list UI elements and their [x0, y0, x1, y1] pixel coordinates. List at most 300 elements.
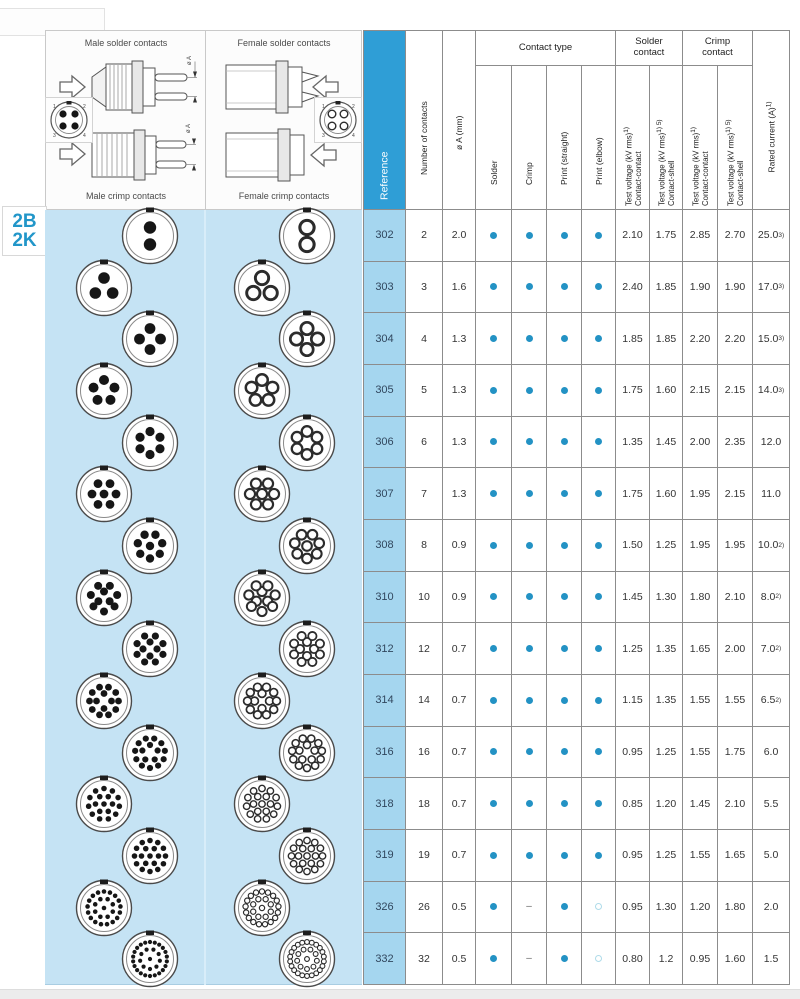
- type-dot-icon: [490, 955, 497, 962]
- connector-face-female-304: [278, 310, 336, 368]
- voltage-cell: 2.85: [683, 210, 718, 262]
- contact-type-cell: [582, 210, 616, 262]
- type-dot-icon: [490, 335, 497, 342]
- type-dot-icon: [561, 283, 568, 290]
- contact-type-cell: [582, 365, 616, 417]
- voltage-cell: 1.25: [616, 623, 650, 675]
- voltage-cell: 2.15: [718, 468, 753, 520]
- rated-current-cell: 6.5 2): [753, 675, 790, 727]
- voltage-cell: 1.85: [650, 313, 683, 365]
- contact-type-cell: [547, 882, 582, 934]
- group-header-crimp-contact: Crimp contact: [683, 30, 753, 66]
- rated-current-cell: 11.0: [753, 468, 790, 520]
- type-dot-icon: [490, 490, 497, 497]
- column-header-rated-current: Rated current $(A)^{1)}$: [753, 30, 790, 210]
- contacts-cell: 10: [406, 572, 443, 624]
- voltage-cell: 2.20: [683, 313, 718, 365]
- diagram-divider: [205, 31, 206, 211]
- connector-face-female-308: [278, 517, 336, 575]
- type-dot-icon: [490, 387, 497, 394]
- voltage-cell: 2.15: [683, 365, 718, 417]
- column-header-diameter: ø A (mm): [443, 30, 476, 210]
- contacts-cell: 12: [406, 623, 443, 675]
- reference-cell-305: 305: [363, 365, 406, 417]
- contact-type-cell: [512, 933, 547, 985]
- contact-type-cell: [476, 830, 512, 882]
- voltage-cell: 1.60: [650, 365, 683, 417]
- type-open-dot-icon: [595, 903, 602, 910]
- diameter-cell: 1.3: [443, 365, 476, 417]
- voltage-cell: 2.20: [718, 313, 753, 365]
- type-dot-icon: [561, 697, 568, 704]
- contacts-cell: 4: [406, 313, 443, 365]
- connector-face-female-314: [233, 672, 291, 730]
- svg-text:1: 1: [322, 104, 325, 110]
- type-dot-icon: [526, 800, 533, 807]
- reference-cell-318: 318: [363, 778, 406, 830]
- contacts-cell: 18: [406, 778, 443, 830]
- type-dot-icon: [561, 542, 568, 549]
- rated-current-cell: 15.0 3): [753, 313, 790, 365]
- type-dash: –: [526, 901, 532, 913]
- rated-current-cell: 2.0: [753, 882, 790, 934]
- svg-text:1: 1: [53, 104, 56, 110]
- connector-face-male-307: [75, 465, 133, 523]
- column-header-test-voltage-4: Test voltage (kV rms)$^{1) 5)}$ Contact-shell: [718, 66, 753, 210]
- contact-type-cell: [476, 727, 512, 779]
- voltage-cell: 0.95: [616, 727, 650, 779]
- contact-type-cell: [476, 520, 512, 572]
- contact-type-cell: [582, 933, 616, 985]
- rated-current-cell: 6.0: [753, 727, 790, 779]
- contact-type-cell: [582, 520, 616, 572]
- connector-face-female-307: [233, 465, 291, 523]
- type-dot-icon: [490, 852, 497, 859]
- voltage-cell: 1.95: [683, 468, 718, 520]
- face-panel-divider: [204, 210, 206, 985]
- column-header-number-of-contacts: Number of contacts: [406, 30, 443, 210]
- rated-current-cell: 7.0 2): [753, 623, 790, 675]
- contact-type-cell: [582, 417, 616, 469]
- contacts-cell: 16: [406, 727, 443, 779]
- diameter-cell: 0.7: [443, 830, 476, 882]
- voltage-cell: 1.30: [650, 572, 683, 624]
- type-dot-icon: [561, 335, 568, 342]
- reference-cell-310: 310: [363, 572, 406, 624]
- type-dot-icon: [490, 800, 497, 807]
- type-dot-icon: [561, 645, 568, 652]
- contact-type-cell: [547, 210, 582, 262]
- voltage-cell: 2.00: [718, 623, 753, 675]
- voltage-cell: 2.40: [616, 262, 650, 314]
- connector-face-female-303: [233, 259, 291, 317]
- diameter-cell: 1.3: [443, 313, 476, 365]
- diameter-cell: 0.7: [443, 675, 476, 727]
- column-header-test-voltage-1: Test voltage (kV rms)$^{1)}$ Contact-contact: [616, 66, 650, 210]
- rated-current-cell: 12.0: [753, 417, 790, 469]
- svg-text:2: 2: [352, 104, 355, 110]
- type-dot-icon: [561, 800, 568, 807]
- connector-face-male-319: [121, 827, 179, 885]
- type-dot-icon: [526, 438, 533, 445]
- voltage-cell: 1.35: [616, 417, 650, 469]
- voltage-cell: 2.15: [718, 365, 753, 417]
- contact-type-cell: [582, 313, 616, 365]
- contact-type-cell: [512, 417, 547, 469]
- voltage-cell: 0.95: [616, 882, 650, 934]
- type-dot-icon: [526, 232, 533, 239]
- type-dot-icon: [526, 645, 533, 652]
- contact-type-cell: [512, 468, 547, 520]
- contact-type-cell: [582, 727, 616, 779]
- contact-type-cell: [512, 727, 547, 779]
- group-header-solder-contact: Solder contact: [616, 30, 683, 66]
- voltage-cell: 1.20: [650, 778, 683, 830]
- male-face-inset-box: [45, 97, 93, 143]
- type-dot-icon: [595, 697, 602, 704]
- connector-face-female-306: [278, 414, 336, 472]
- connector-face-female-316: [278, 724, 336, 782]
- contact-type-cell: [547, 365, 582, 417]
- contact-type-cell: [512, 675, 547, 727]
- connector-face-female-310: [233, 569, 291, 627]
- svg-text:2: 2: [83, 104, 86, 110]
- diameter-cell: 0.5: [443, 933, 476, 985]
- voltage-cell: 1.25: [650, 830, 683, 882]
- male-solder-label: Male solder contacts: [84, 38, 168, 48]
- type-dot-icon: [490, 283, 497, 290]
- male-crimp-label: Male crimp contacts: [85, 191, 167, 201]
- type-dot-icon: [595, 490, 602, 497]
- contact-type-cell: [547, 262, 582, 314]
- contact-type-cell: [476, 933, 512, 985]
- connector-face-female-319: [278, 827, 336, 885]
- rated-current-cell: 17.0 3): [753, 262, 790, 314]
- type-dot-icon: [490, 697, 497, 704]
- voltage-cell: 1.60: [650, 468, 683, 520]
- diameter-cell: 0.7: [443, 727, 476, 779]
- rated-current-cell: 5.0: [753, 830, 790, 882]
- svg-text:4: 4: [83, 133, 86, 139]
- contact-type-cell: [476, 468, 512, 520]
- diameter-cell: 0.9: [443, 572, 476, 624]
- connector-face-female-312: [278, 620, 336, 678]
- connector-face-female-318: [233, 775, 291, 833]
- contact-type-cell: [582, 468, 616, 520]
- voltage-cell: 1.55: [683, 830, 718, 882]
- voltage-cell: 1.80: [683, 572, 718, 624]
- contact-type-cell: [547, 468, 582, 520]
- voltage-cell: 1.45: [683, 778, 718, 830]
- connector-face-male-310: [75, 569, 133, 627]
- connector-face-male-332: [121, 930, 179, 988]
- voltage-cell: 1.90: [683, 262, 718, 314]
- type-dot-icon: [490, 645, 497, 652]
- type-dot-icon: [595, 438, 602, 445]
- contact-type-cell: [476, 675, 512, 727]
- voltage-cell: 0.95: [616, 830, 650, 882]
- reference-cell-326: 326: [363, 882, 406, 934]
- spec-table: [363, 30, 790, 985]
- contact-type-cell: [582, 675, 616, 727]
- series-code-2k: 2K: [12, 230, 37, 251]
- reference-cell-307: 307: [363, 468, 406, 520]
- contact-type-cell: [476, 778, 512, 830]
- contact-type-cell: [512, 572, 547, 624]
- reference-cell-306: 306: [363, 417, 406, 469]
- reference-cell-302: 302: [363, 210, 406, 262]
- type-dot-icon: [595, 852, 602, 859]
- column-header-print-elbow-: Print (elbow): [582, 66, 616, 210]
- type-dot-icon: [526, 490, 533, 497]
- connector-face-male-326: [75, 879, 133, 937]
- female-solder-label: Female solder contacts: [237, 38, 331, 48]
- contact-type-cell: [582, 262, 616, 314]
- voltage-cell: 2.10: [718, 572, 753, 624]
- contact-type-cell: [582, 572, 616, 624]
- contact-type-cell: [476, 365, 512, 417]
- type-dot-icon: [490, 438, 497, 445]
- diameter-cell: 0.7: [443, 778, 476, 830]
- voltage-cell: 1.45: [616, 572, 650, 624]
- male-face-inset-icon: [46, 98, 92, 142]
- type-dot-icon: [526, 542, 533, 549]
- type-dot-icon: [595, 593, 602, 600]
- type-dot-icon: [526, 697, 533, 704]
- type-dot-icon: [561, 387, 568, 394]
- diameter-cell: 1.6: [443, 262, 476, 314]
- contact-type-cell: [547, 830, 582, 882]
- contacts-cell: 2: [406, 210, 443, 262]
- voltage-cell: 1.95: [683, 520, 718, 572]
- column-header-test-voltage-2: Test voltage (kV rms)$^{1) 5)}$ Contact-shell: [650, 66, 683, 210]
- voltage-cell: 1.20: [683, 882, 718, 934]
- contact-type-cell: [476, 262, 512, 314]
- type-dot-icon: [526, 593, 533, 600]
- voltage-cell: 1.15: [616, 675, 650, 727]
- voltage-cell: 1.25: [650, 520, 683, 572]
- voltage-cell: 1.75: [616, 365, 650, 417]
- column-header-crimp: Crimp: [512, 66, 547, 210]
- connector-drawings-panel: [45, 30, 362, 210]
- contact-type-cell: [476, 210, 512, 262]
- voltage-cell: 2.10: [616, 210, 650, 262]
- svg-text:3: 3: [53, 133, 56, 139]
- contact-type-cell: [512, 830, 547, 882]
- female-crimp-label: Female crimp contacts: [238, 191, 330, 201]
- reference-cell-304: 304: [363, 313, 406, 365]
- contact-type-cell: [547, 520, 582, 572]
- dim-label-male-crimp: ø A: [186, 123, 192, 133]
- column-header-print-straight-: Print (straight): [547, 66, 582, 210]
- voltage-cell: 1.60: [718, 933, 753, 985]
- voltage-cell: 1.75: [616, 468, 650, 520]
- connector-face-male-318: [75, 775, 133, 833]
- contacts-cell: 32: [406, 933, 443, 985]
- reference-cell-303: 303: [363, 262, 406, 314]
- voltage-cell: 1.55: [683, 727, 718, 779]
- connector-face-male-303: [75, 259, 133, 317]
- voltage-cell: 1.55: [718, 675, 753, 727]
- contact-type-cell: [512, 313, 547, 365]
- reference-cell-316: 316: [363, 727, 406, 779]
- contact-type-cell: [512, 778, 547, 830]
- type-dot-icon: [561, 593, 568, 600]
- type-dot-icon: [526, 852, 533, 859]
- type-dot-icon: [595, 645, 602, 652]
- voltage-cell: 1.75: [718, 727, 753, 779]
- voltage-cell: 1.95: [718, 520, 753, 572]
- connector-face-female-332: [278, 930, 336, 988]
- type-dot-icon: [595, 387, 602, 394]
- contact-type-cell: [547, 623, 582, 675]
- diameter-cell: 0.5: [443, 882, 476, 934]
- type-dot-icon: [561, 438, 568, 445]
- column-header-solder: Solder: [476, 66, 512, 210]
- type-dot-icon: [595, 335, 602, 342]
- column-header-reference: Reference: [363, 30, 406, 210]
- contact-type-cell: [547, 778, 582, 830]
- voltage-cell: 1.50: [616, 520, 650, 572]
- svg-text:4: 4: [352, 133, 355, 139]
- group-header-contact-type: Contact type: [476, 30, 616, 66]
- contact-type-cell: [476, 313, 512, 365]
- voltage-cell: 2.00: [683, 417, 718, 469]
- type-open-dot-icon: [595, 955, 602, 962]
- voltage-cell: 1.30: [650, 882, 683, 934]
- voltage-cell: 1.80: [718, 882, 753, 934]
- diameter-cell: 1.3: [443, 468, 476, 520]
- voltage-cell: 2.35: [718, 417, 753, 469]
- voltage-cell: 1.85: [650, 262, 683, 314]
- connector-face-male-314: [75, 672, 133, 730]
- contact-type-cell: [582, 830, 616, 882]
- type-dot-icon: [561, 852, 568, 859]
- voltage-cell: 2.70: [718, 210, 753, 262]
- type-dash: –: [526, 953, 532, 965]
- type-dot-icon: [490, 593, 497, 600]
- voltage-cell: 1.45: [650, 417, 683, 469]
- diameter-cell: 0.7: [443, 623, 476, 675]
- voltage-cell: 0.85: [616, 778, 650, 830]
- contacts-cell: 19: [406, 830, 443, 882]
- reference-cell-308: 308: [363, 520, 406, 572]
- type-dot-icon: [595, 232, 602, 239]
- voltage-cell: 0.80: [616, 933, 650, 985]
- type-dot-icon: [561, 955, 568, 962]
- contact-type-cell: [512, 262, 547, 314]
- rated-current-cell: 14.0 3): [753, 365, 790, 417]
- connector-face-female-302: [278, 207, 336, 265]
- type-dot-icon: [526, 335, 533, 342]
- rated-current-cell: 25.0 3): [753, 210, 790, 262]
- contact-type-cell: [476, 623, 512, 675]
- contact-type-cell: [547, 675, 582, 727]
- voltage-cell: 1.25: [650, 727, 683, 779]
- contact-type-cell: [582, 623, 616, 675]
- type-dot-icon: [490, 542, 497, 549]
- connector-face-male-306: [121, 414, 179, 472]
- connector-face-male-316: [121, 724, 179, 782]
- type-dot-icon: [526, 283, 533, 290]
- type-dot-icon: [561, 490, 568, 497]
- voltage-cell: 1.85: [616, 313, 650, 365]
- contact-type-cell: [547, 313, 582, 365]
- type-dot-icon: [526, 387, 533, 394]
- type-dot-icon: [561, 232, 568, 239]
- rated-current-cell: 1.5: [753, 933, 790, 985]
- connector-face-male-305: [75, 362, 133, 420]
- contacts-cell: 6: [406, 417, 443, 469]
- type-dot-icon: [595, 748, 602, 755]
- type-dot-icon: [561, 903, 568, 910]
- contacts-cell: 3: [406, 262, 443, 314]
- voltage-cell: 1.2: [650, 933, 683, 985]
- svg-text:3: 3: [322, 133, 325, 139]
- type-dot-icon: [595, 542, 602, 549]
- contact-type-cell: [547, 572, 582, 624]
- diameter-cell: 1.3: [443, 417, 476, 469]
- type-dot-icon: [561, 748, 568, 755]
- reference-cell-332: 332: [363, 933, 406, 985]
- contact-type-cell: [582, 882, 616, 934]
- rated-current-cell: 5.5: [753, 778, 790, 830]
- type-dot-icon: [595, 283, 602, 290]
- contact-type-cell: [547, 417, 582, 469]
- type-dot-icon: [526, 748, 533, 755]
- contact-type-cell: [512, 210, 547, 262]
- voltage-cell: 1.35: [650, 675, 683, 727]
- column-header-test-voltage-3: Test voltage (kV rms)$^{1)}$ Contact-contact: [683, 66, 718, 210]
- voltage-cell: 0.95: [683, 933, 718, 985]
- connector-face-male-308: [121, 517, 179, 575]
- female-face-inset-box: [314, 97, 362, 143]
- female-face-inset-icon: [315, 98, 361, 142]
- reference-cell-314: 314: [363, 675, 406, 727]
- connector-face-female-305: [233, 362, 291, 420]
- reference-cell-319: 319: [363, 830, 406, 882]
- type-dot-icon: [490, 748, 497, 755]
- contact-type-cell: [547, 727, 582, 779]
- connector-face-panel: [45, 210, 362, 985]
- voltage-cell: 2.10: [718, 778, 753, 830]
- voltage-cell: 1.35: [650, 623, 683, 675]
- contact-type-cell: [476, 882, 512, 934]
- connector-face-female-326: [233, 879, 291, 937]
- contact-type-cell: [547, 933, 582, 985]
- contact-type-cell: [476, 572, 512, 624]
- connector-face-male-304: [121, 310, 179, 368]
- voltage-cell: 1.75: [650, 210, 683, 262]
- contact-type-cell: [512, 365, 547, 417]
- contact-type-cell: [512, 520, 547, 572]
- reference-cell-312: 312: [363, 623, 406, 675]
- contacts-cell: 8: [406, 520, 443, 572]
- contacts-cell: 26: [406, 882, 443, 934]
- contact-type-cell: [476, 417, 512, 469]
- contact-type-cell: [582, 778, 616, 830]
- voltage-cell: 1.65: [683, 623, 718, 675]
- voltage-cell: 1.65: [718, 830, 753, 882]
- type-dot-icon: [490, 232, 497, 239]
- contact-type-cell: [512, 623, 547, 675]
- diameter-cell: 0.9: [443, 520, 476, 572]
- contacts-cell: 5: [406, 365, 443, 417]
- contacts-cell: 14: [406, 675, 443, 727]
- voltage-cell: 1.90: [718, 262, 753, 314]
- rated-current-cell: 8.0 2): [753, 572, 790, 624]
- contact-type-cell: [512, 882, 547, 934]
